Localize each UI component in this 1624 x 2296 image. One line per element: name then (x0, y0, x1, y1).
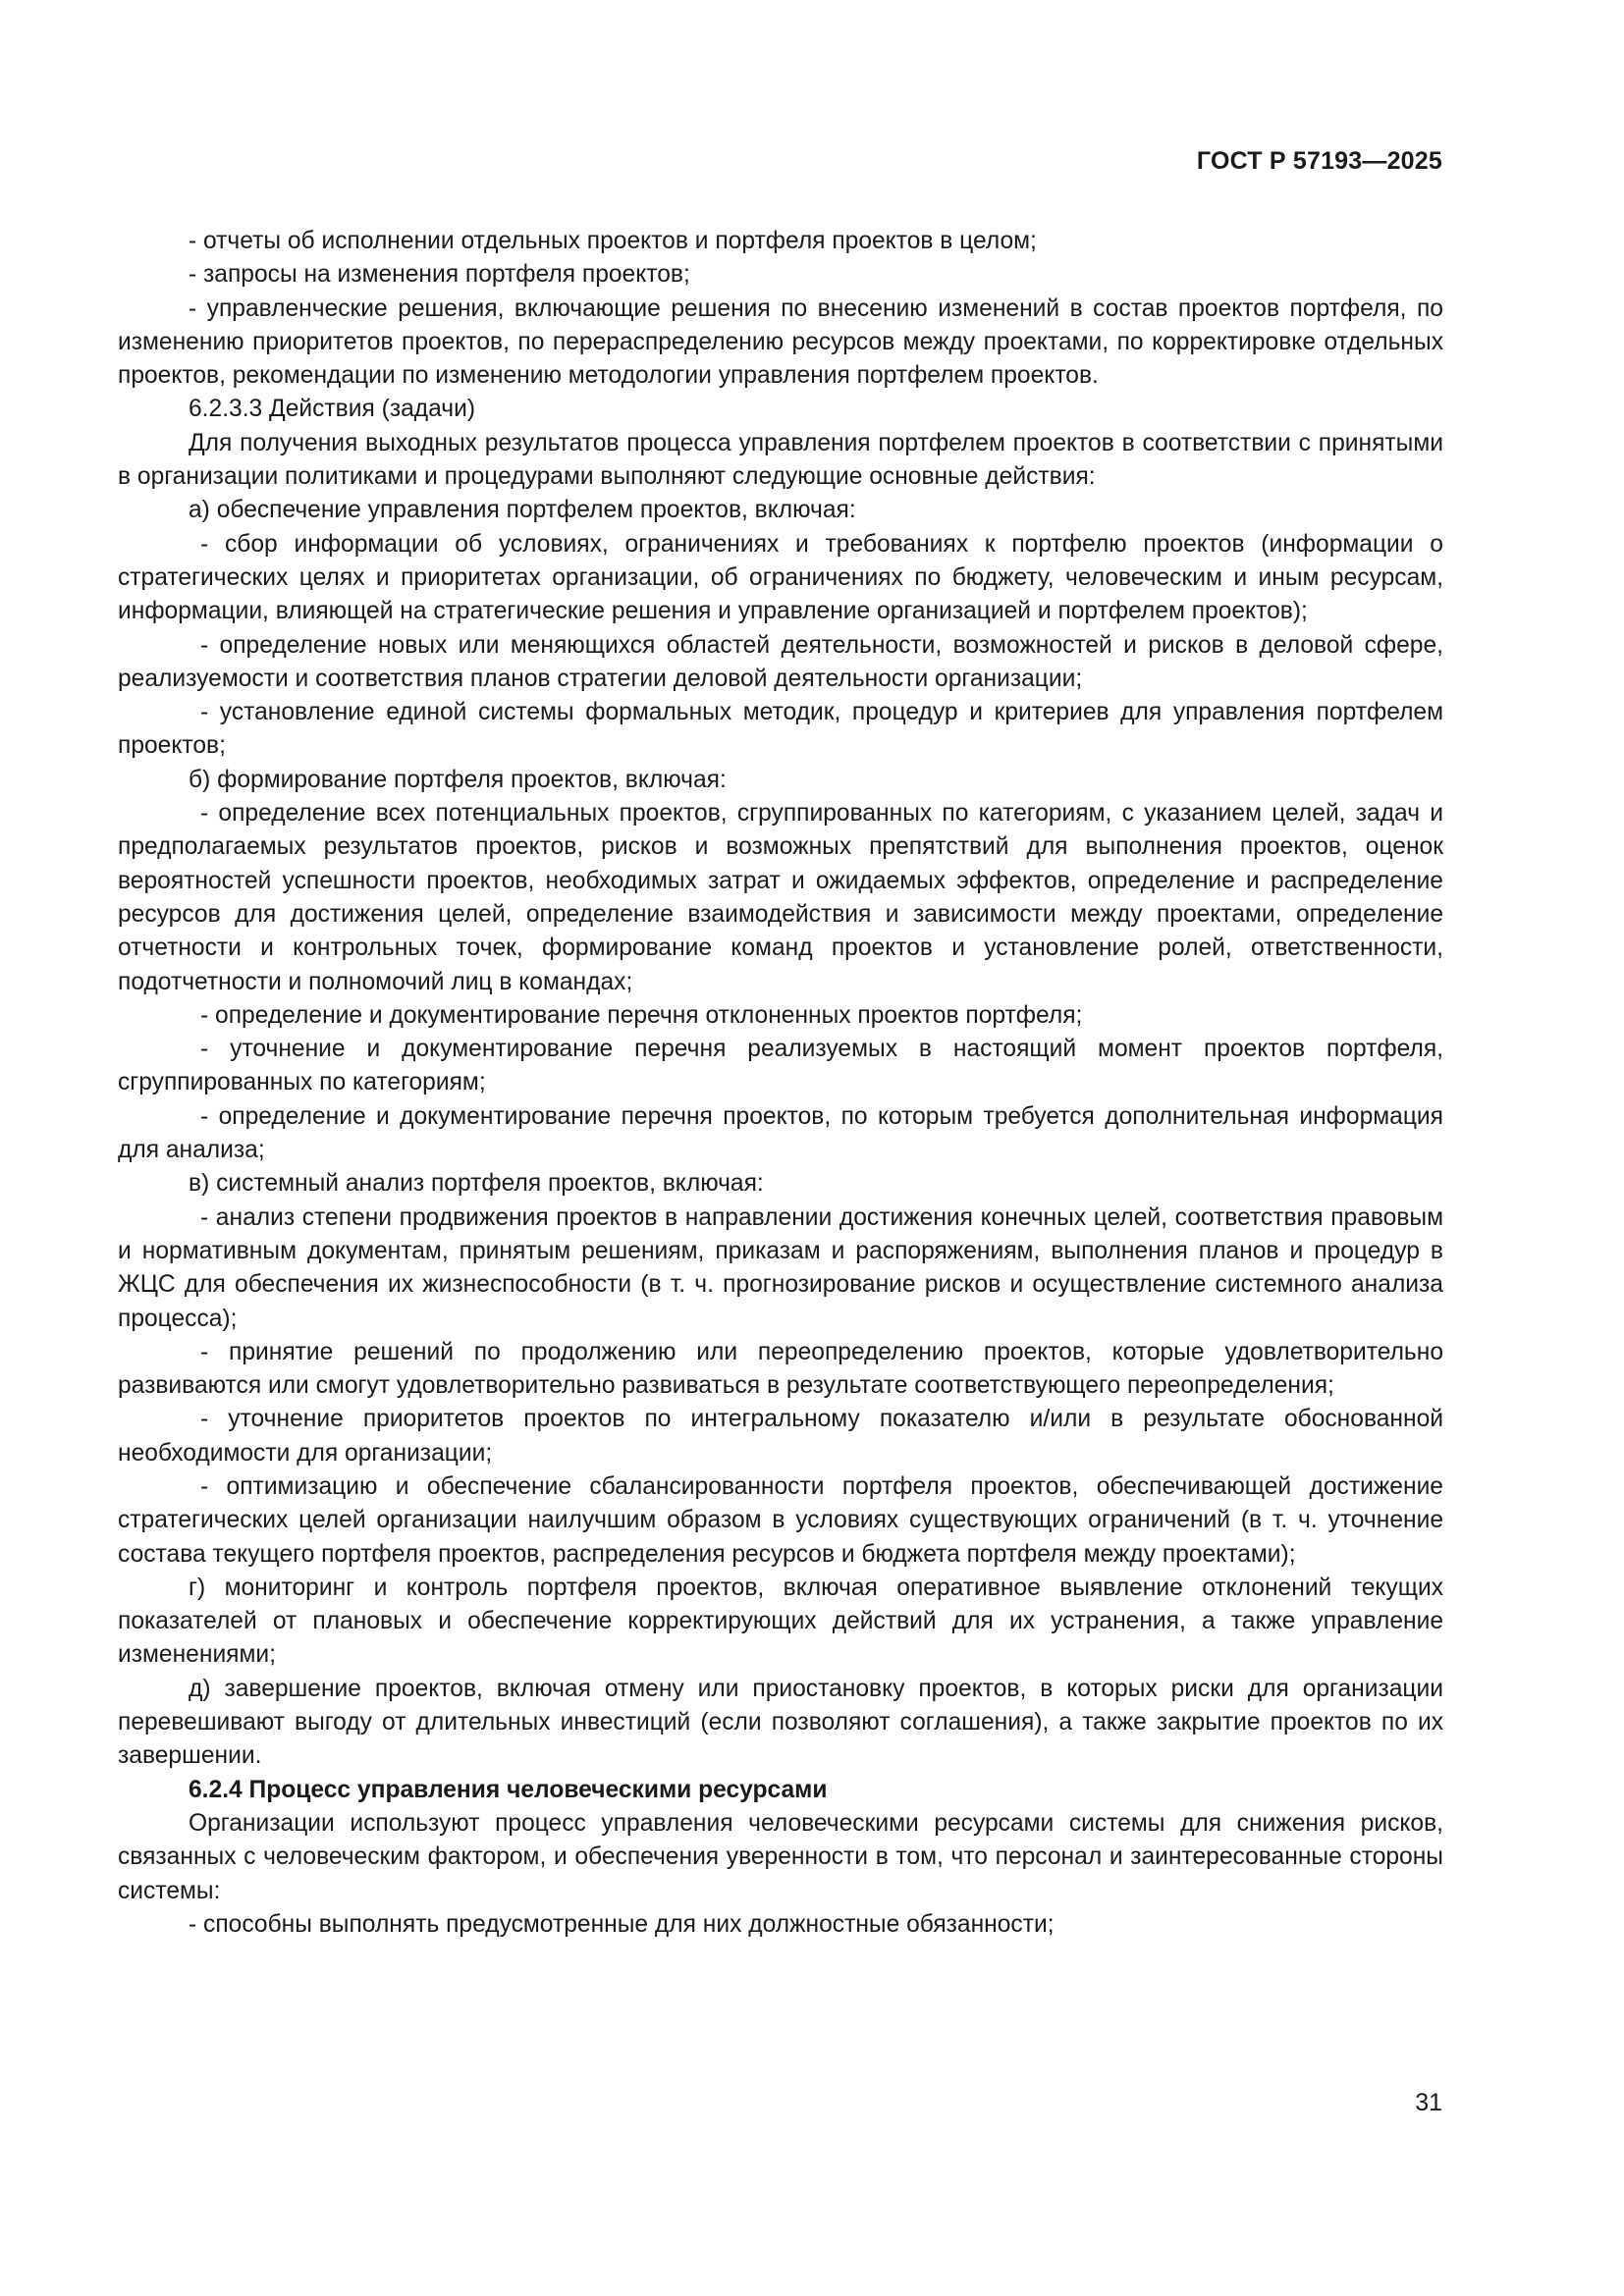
list-item: - способны выполнять предусмотренные для них должностные обязанности; (189, 1910, 1055, 1938)
paragraph: Для получения выходных результатов процесса управления портфелем проектов в соответствии с принятыми в организации политиками и процедурами выполняют следующие основные действия: (118, 429, 1443, 491)
list-item: - определение и документирование перечня проектов, по которым требуется дополнительная информация для анализа; (118, 1102, 1443, 1164)
list-item: - определение новых или меняющихся областей деятельности, возможностей и рисков в деловой сфере, реализуемости и соответствия планов стратегии деловой деятельности организации; (118, 631, 1443, 692)
list-item: - определение всех потенциальных проектов, сгруппированных по категориям, с указанием целей, задач и предполагаемых результатов проектов, рисков и возможных препятствий для выполнения проектов, оценок вероятностей успешности проектов, необходимых затрат и ожидаемых эффектов, определение и распределение ресурсов для достижения целей, определение взаимодействия и зависимости между проектами, определение отчетности и контрольных точек, формирование команд проектов и установление ролей, ответственности, подотчетности и полномочий лиц в командах; (118, 800, 1443, 995)
list-item: - анализ степени продвижения проектов в направлении достижения конечных целей, соответствия правовым и нормативным документам, принятым решениям, приказам и распоряжениям, выполнения планов и процедур в ЖЦС для обеспечения их жизнеспособности (в т. ч. прогнозирование рисков и осуществление системного анализа процесса); (118, 1203, 1443, 1332)
list-item-lettered: д) завершение проектов, включая отмену или приостановку проектов, в которых риски для организации перевешивают выгоду от длительных инвестиций (если позволяют соглашения), а также закрытие проектов по их завершении. (118, 1675, 1443, 1770)
list-item: - уточнение и документирование перечня реализуемых в настоящий момент проектов портфеля, сгруппированных по категориям; (118, 1036, 1443, 1096)
standard-designation: ГОСТ Р 57193—2025 (1196, 147, 1442, 175)
paragraph: Организации используют процесс управления человеческими ресурсами системы для снижения рисков, связанных с человеческим фактором, и обеспечения уверенности в том, что персонал и заинтересованные стороны системы: (118, 1809, 1443, 1904)
list-item: - принятие решений по продолжению или переопределению проектов, которые удовлетворительно развиваются или смогут удовлетворительно развиваться в результате соответствующего переопределения; (118, 1338, 1443, 1400)
list-item: - управленческие решения, включающие решения по внесению изменений в состав проектов портфеля, по изменению приоритетов проектов, по перераспределению ресурсов между проектами, по корректировке отдельных проектов, рекомендации по изменению методологии управления портфелем проектов. (118, 294, 1443, 390)
list-item: - оптимизацию и обеспечение сбалансированности портфеля проектов, обеспечивающей достижение стратегических целей организации наилучшим образом в условиях существующих ограничений (в т. ч. уточнение состава текущего портфеля проектов, распределения ресурсов и бюджета портфеля между проектами); (118, 1472, 1443, 1568)
list-item: - отчеты об исполнении отдельных проектов и портфеля проектов в целом; (189, 228, 1037, 254)
section-number-heading: 6.2.3.3 Действия (задачи) (189, 396, 476, 423)
list-item: - сбор информации об условиях, ограничениях и требованиях к портфелю проектов (информации о стратегических целях и приоритетах организации, об ограничениях по бюджету, человеческим и иным ресурсам, информации, влияющей на стратегические решения и управление организацией и портфелем проектов); (118, 530, 1443, 625)
page-number: 31 (1415, 2089, 1442, 2116)
list-item-lettered: в) системный анализ портфеля проектов, включая: (189, 1170, 764, 1198)
list-item-lettered: б) формирование портфеля проектов, включая: (189, 766, 727, 793)
list-item-lettered: а) обеспечение управления портфелем проектов, включая: (189, 497, 856, 524)
list-item: - определение и документирование перечня отклоненных проектов портфеля; (200, 1001, 1083, 1029)
list-item: - запросы на изменения портфеля проектов; (189, 261, 690, 289)
list-item-lettered: г) мониторинг и контроль портфеля проектов, включая оперативное выявление отклонений текущих показателей от плановых и обеспечение корректирующих действий для их устранения, а также управление изменениями; (118, 1574, 1443, 1669)
list-item: - уточнение приоритетов проектов по интегральному показателю и/или в результате обоснованной необходимости для организации; (118, 1406, 1443, 1467)
section-heading: 6.2.4 Процесс управления человеческими ресурсами (189, 1776, 828, 1803)
list-item: - установление единой системы формальных методик, процедур и критериев для управления портфелем проектов; (118, 699, 1443, 760)
page-body (118, 225, 1443, 1942)
